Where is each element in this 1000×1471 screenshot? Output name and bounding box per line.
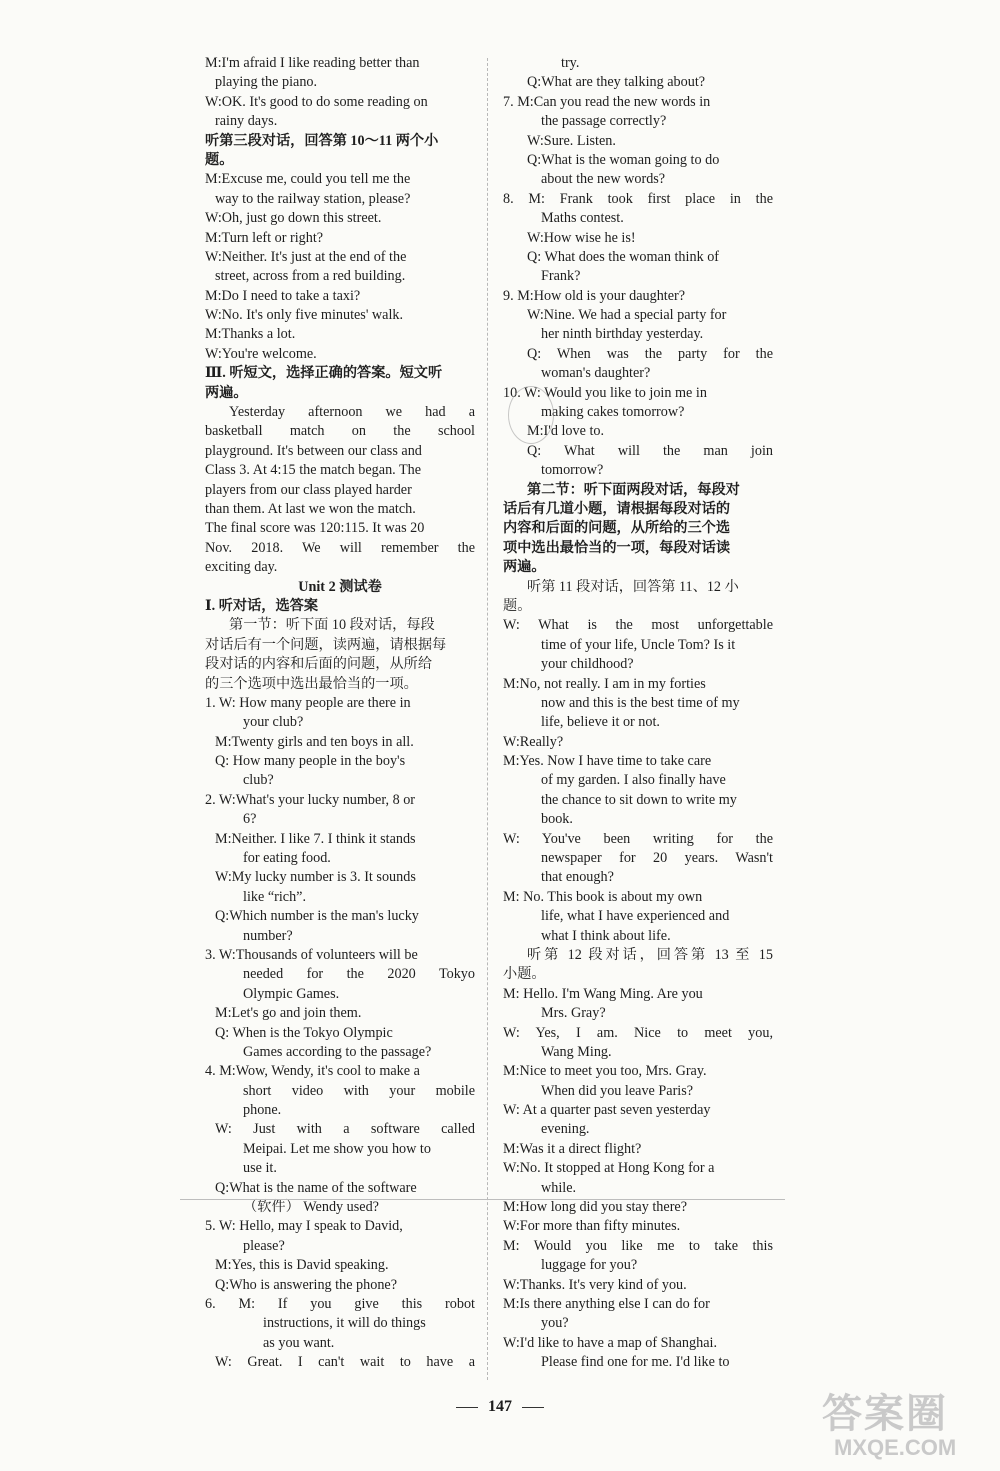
left-column-line: as you want. — [263, 1334, 335, 1351]
right-column-line: the passage correctly? — [541, 113, 667, 130]
page-number: 147 — [488, 1398, 512, 1415]
left-column-line: 对话后有一个问题，读两遍，请根据每 — [205, 636, 447, 653]
right-column-line: while. — [541, 1179, 577, 1196]
watermark-logo — [800, 1392, 995, 1464]
left-column-line: your club? — [243, 714, 304, 731]
left-column-line: Games according to the passage? — [243, 1043, 432, 1060]
right-column-line: Mrs. Gray? — [541, 1005, 606, 1022]
right-column-line: that enough? — [541, 869, 614, 886]
left-column-line: W:You're welcome. — [205, 345, 317, 362]
right-column-line: you? — [541, 1315, 569, 1332]
left-column-line: basketball match on the school — [205, 423, 475, 440]
right-column-line: When did you leave Paris? — [541, 1082, 694, 1099]
right-column-line: 话后有几道小题，请根据每段对话的 — [503, 500, 731, 517]
left-column-line: M:Yes, this is David speaking. — [215, 1257, 389, 1274]
right-column-line: 题。 — [503, 597, 532, 614]
left-column-line: for eating food. — [243, 850, 331, 867]
left-column-line: M:Neither. I like 7. I think it stands — [215, 830, 416, 847]
left-column-line: rainy days. — [215, 113, 278, 130]
left-column-line: M:Turn left or right? — [205, 229, 324, 246]
left-column-line: Q:Which number is the man's lucky — [215, 908, 419, 925]
footer-dash-right — [522, 1407, 544, 1408]
left-column-line: M:Do I need to take a taxi? — [205, 287, 361, 304]
right-column-line: W:No. It stopped at Hong Kong for a — [503, 1160, 715, 1177]
right-column-line: Please find one for me. I'd like to — [541, 1354, 730, 1371]
footer-rule — [180, 1199, 785, 1200]
right-column-line: W:Sure. Listen. — [527, 132, 616, 149]
right-column-line: M:Nice to meet you too, Mrs. Gray. — [503, 1063, 707, 1080]
right-column-line: M:Is there anything else I can do for — [503, 1296, 710, 1312]
right-column-line: 7. M:Can you read the new words in — [503, 93, 711, 110]
left-column-line: needed for the 2020 Tokyo — [243, 966, 475, 983]
left-column-line: playing the piano. — [215, 74, 318, 91]
left-column — [205, 54, 475, 1373]
footer-dash-left — [456, 1407, 478, 1408]
right-column-line: woman's daughter? — [541, 365, 651, 382]
right-column-line: Q: What does the woman think of — [527, 248, 720, 265]
right-column-line: her ninth birthday yesterday. — [541, 326, 704, 343]
left-column-line: exciting day. — [205, 559, 278, 576]
left-column-line: 题。 — [205, 151, 234, 168]
left-column-line: （软件） Wendy used? — [243, 1199, 379, 1216]
stamp-mark — [508, 386, 554, 444]
left-column-line: Ⅲ. 听短文，选择正确的答案。短文听 — [205, 365, 443, 382]
left-column-line: M:Let's go and join them. — [215, 1005, 362, 1022]
left-column-line: Meipai. Let me show you how to — [243, 1140, 431, 1157]
right-column-line: Maths contest. — [541, 210, 624, 227]
left-column-line: M:Twenty girls and ten boys in all. — [215, 733, 414, 750]
left-column-line: W:Neither. It's just at the end of the — [205, 248, 407, 265]
left-column-line: use it. — [243, 1160, 277, 1177]
right-column-line: 项中选出最恰当的一项，每段对话读 — [503, 539, 731, 556]
left-column-line: 段对话的内容和后面的问题，从所给 — [205, 656, 433, 673]
right-column-line: Q:What are they talking about? — [527, 74, 706, 91]
left-column-line: 1. W: How many people are there in — [205, 694, 411, 711]
right-column-line: life, what I have experienced and — [541, 908, 730, 925]
right-column-line: Q:What is the woman going to do — [527, 151, 720, 168]
left-column-line: W: Great. I can't wait to have a — [215, 1354, 475, 1371]
left-column-line: 的三个选项中选出最恰当的一项。 — [205, 675, 418, 692]
right-column-line: M:No, not really. I am in my forties — [503, 675, 706, 692]
right-column-line: W: What is the most unforgettable — [503, 617, 773, 634]
left-column-line: 听第三段对话，回答第 10～11 两个小 — [205, 132, 439, 149]
right-column-line: newspaper for 20 years. Wasn't — [541, 850, 773, 867]
left-column-line: M:I'm afraid I like reading better than — [205, 55, 420, 71]
left-column-line: M:Excuse me, could you tell me the — [205, 171, 411, 188]
left-column-line: please? — [243, 1237, 285, 1254]
left-column-line: 4. M:Wow, Wendy, it's cool to make a — [205, 1063, 420, 1080]
left-column-line: Q:What is the name of the software — [215, 1179, 417, 1196]
right-column-line: 小题。 — [503, 966, 546, 983]
right-column-line: making cakes tomorrow? — [541, 404, 685, 421]
right-column-line: your childhood? — [541, 656, 634, 673]
right-column-line: W: At a quarter past seven yesterday — [503, 1102, 711, 1119]
left-column-line: W:OK. It's good to do some reading on — [205, 93, 428, 110]
right-column-line: about the new words? — [541, 171, 666, 188]
right-column-line: M: Hello. I'm Wang Ming. Are you — [503, 985, 703, 1002]
right-column-line: book. — [541, 811, 573, 828]
right-column-line: W:Thanks. It's very kind of you. — [503, 1276, 687, 1293]
left-column-line: than them. At last we won the match. — [205, 500, 416, 517]
left-column-line: The final score was 120:115. It was 20 — [205, 520, 425, 537]
left-column-line: club? — [243, 772, 274, 789]
right-column-line: now and this is the best time of my — [541, 694, 740, 711]
right-column-line: W:How wise he is! — [527, 229, 636, 246]
left-column-line: Ⅰ. 听对话，选答案 — [205, 597, 319, 614]
left-column-line: Nov. 2018. We will remember the — [205, 539, 475, 556]
left-column-line: Q: How many people in the boy's — [215, 753, 406, 770]
left-column-line: M:Thanks a lot. — [205, 326, 296, 343]
left-column-line: short video with your mobile — [243, 1082, 475, 1099]
left-column-line: Unit 2 测试卷 — [298, 578, 382, 595]
left-column-line: street, across from a red building. — [215, 268, 406, 285]
left-column-line: Q:Who is answering the phone? — [215, 1276, 398, 1293]
right-column-line: W:I'd like to have a map of Shanghai. — [503, 1334, 717, 1351]
left-column-line: players from our class played harder — [205, 481, 412, 498]
right-column-line: Wang Ming. — [541, 1043, 612, 1060]
right-column-line: M:Yes. Now I have time to take care — [503, 753, 712, 770]
right-column-line: tomorrow? — [541, 462, 604, 479]
right-column-line: 8. M: Frank took first place in the — [503, 190, 773, 207]
right-column-line: the chance to sit down to write my — [541, 791, 737, 808]
right-column-line: 内容和后面的问题，从所给的三个选 — [503, 520, 731, 537]
left-column-line: W:My lucky number is 3. It sounds — [215, 869, 416, 886]
left-column-line: 两遍。 — [205, 384, 248, 401]
right-column-line: M:How long did you stay there? — [503, 1199, 688, 1216]
right-column-line: of my garden. I also finally have — [541, 772, 726, 789]
right-column-line: 9. M:How old is your daughter? — [503, 287, 686, 304]
right-column-line: M: No. This book is about my own — [503, 888, 703, 905]
right-column-line: Frank? — [541, 268, 581, 285]
left-column-line: W:Oh, just go down this street. — [205, 210, 382, 227]
right-column-line: 两遍。 — [503, 559, 546, 576]
right-column-line: try. — [561, 55, 580, 71]
left-column-line: like “rich”. — [243, 888, 307, 905]
watermark-top: 答案圈 — [822, 1391, 948, 1436]
right-column-line: M:I'd love to. — [527, 423, 605, 440]
right-column-line: Q: What will the man join — [527, 442, 773, 459]
right-column-line: what I think about life. — [541, 927, 671, 944]
left-column-line: playground. It's between our class and — [205, 442, 422, 459]
left-column-line: way to the railway station, please? — [215, 190, 411, 207]
left-column-line: 5. W: Hello, may I speak to David, — [205, 1218, 403, 1235]
left-column-line: 3. W:Thousands of volunteers will be — [205, 946, 418, 963]
right-column-line: W:Nine. We had a special party for — [527, 307, 727, 324]
right-column-line: Q: When was the party for the — [527, 345, 773, 362]
column-divider — [487, 58, 488, 1380]
right-column-line: W: You've been writing for the — [503, 830, 773, 847]
left-column-line: instructions, it will do things — [263, 1315, 426, 1332]
left-column-line: Yesterday afternoon we had a — [229, 404, 475, 421]
left-column-line: number? — [243, 927, 293, 944]
right-column-line: W: Yes, I am. Nice to meet you, — [503, 1024, 773, 1041]
right-column-line: 听第 11 段对话，回答第 11、12 小 — [527, 578, 739, 595]
left-column-line: 2. W:What's your lucky number, 8 or — [205, 791, 416, 808]
right-column-line: luggage for you? — [541, 1257, 638, 1274]
right-column-line: M: Would you like me to take this — [503, 1237, 773, 1254]
right-column-line: M:Was it a direct flight? — [503, 1140, 642, 1157]
left-column-line: W:No. It's only five minutes' walk. — [205, 307, 404, 324]
left-column-line: W: Just with a software called — [215, 1121, 475, 1138]
right-column-line: W:For more than fifty minutes. — [503, 1218, 681, 1235]
right-column-line: life, believe it or not. — [541, 714, 660, 731]
right-column-line: W:Really? — [503, 733, 564, 750]
right-column — [503, 54, 773, 1373]
left-column-line: Olympic Games. — [243, 985, 340, 1002]
right-column-line: 第二节：听下面两段对话，每段对 — [527, 481, 740, 498]
left-column-line: Q: When is the Tokyo Olympic — [215, 1024, 393, 1041]
left-column-line: 第一节：听下面 10 段对话，每段 — [229, 617, 435, 634]
left-column-line: 6? — [243, 811, 257, 828]
left-column-line: 6. M: If you give this robot — [205, 1296, 475, 1312]
left-column-line: Class 3. At 4:15 the match began. The — [205, 462, 422, 479]
right-column-line: time of your life, Uncle Tom? Is it — [541, 636, 736, 653]
watermark-bottom: MXQE.COM — [834, 1435, 957, 1460]
left-column-line: phone. — [243, 1102, 282, 1119]
right-column-line: 听第 12 段对话，回答第 13 至 15 — [527, 946, 773, 963]
right-column-line: evening. — [541, 1121, 590, 1138]
right-column-line: 10. W: Would you like to join me in — [503, 384, 707, 401]
